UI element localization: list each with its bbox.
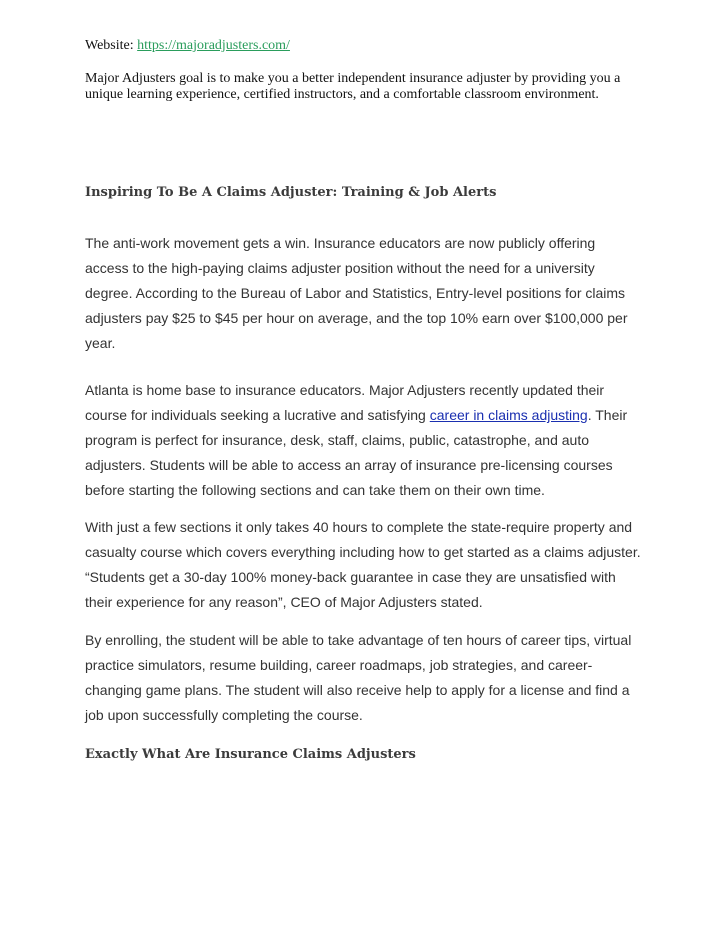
paragraph-atlanta	[85, 378, 641, 503]
paragraph-atlanta-end: . Their program is perfect for insurance, desk, staff, claims, public, catastrophe, and auto adjusters. Students will be able to access an array of insurance pre-licensing courses before starting the following sections and can take them on their own time.	[85, 407, 628, 498]
paragraph-anti-work: The anti-work movement gets a win. Insurance educators are now publicly offering access to the high-paying claims adjuster position without the need for a university degree. According to the Bureau of Labor and Statistics, Entry-level positions for claims adjusters pay $25 to $45 per hour on average, and the top 10% earn over $100,000 per year.	[85, 235, 628, 351]
paragraph-atlanta-start: Atlanta is home base to insurance educators. Major Adjusters recently updated their course for individuals seeking a lucrative and satisfying	[85, 382, 605, 423]
website-label: Website:	[85, 38, 134, 53]
paragraph-enrolling: By enrolling, the student will be able to take advantage of ten hours of career tips, virtual practice simulators, resume building, career roadmaps, job strategies, and career-changing game plans. The student will also receive help to apply for a license and find a job upon successfully completing the course.	[85, 632, 632, 723]
website-line	[85, 37, 290, 55]
career-link[interactable]: career in claims adjusting	[429, 407, 588, 423]
website-link[interactable]: https://majoradjusters.com/	[137, 38, 290, 53]
intro-paragraph: Major Adjusters goal is to make you a better independent insurance adjuster by providing you a unique learning experience, certified instructors, and a comfortable classroom environment.	[85, 71, 621, 102]
section-heading-claims-adjuster: Inspiring To Be A Claims Adjuster: Training & Job Alerts	[85, 185, 497, 200]
paragraph-sections: With just a few sections it only takes 40 hours to complete the state-require property and casualty course which covers everything including how to get started as a claims adjuster. “Students get a 30-day 100% money-back guarantee in case they are unsatisfied with their experience for any reason”, CEO of Major Adjusters stated.	[85, 519, 641, 610]
section-heading-what-are-adjusters: Exactly What Are Insurance Claims Adjusters	[85, 747, 416, 762]
